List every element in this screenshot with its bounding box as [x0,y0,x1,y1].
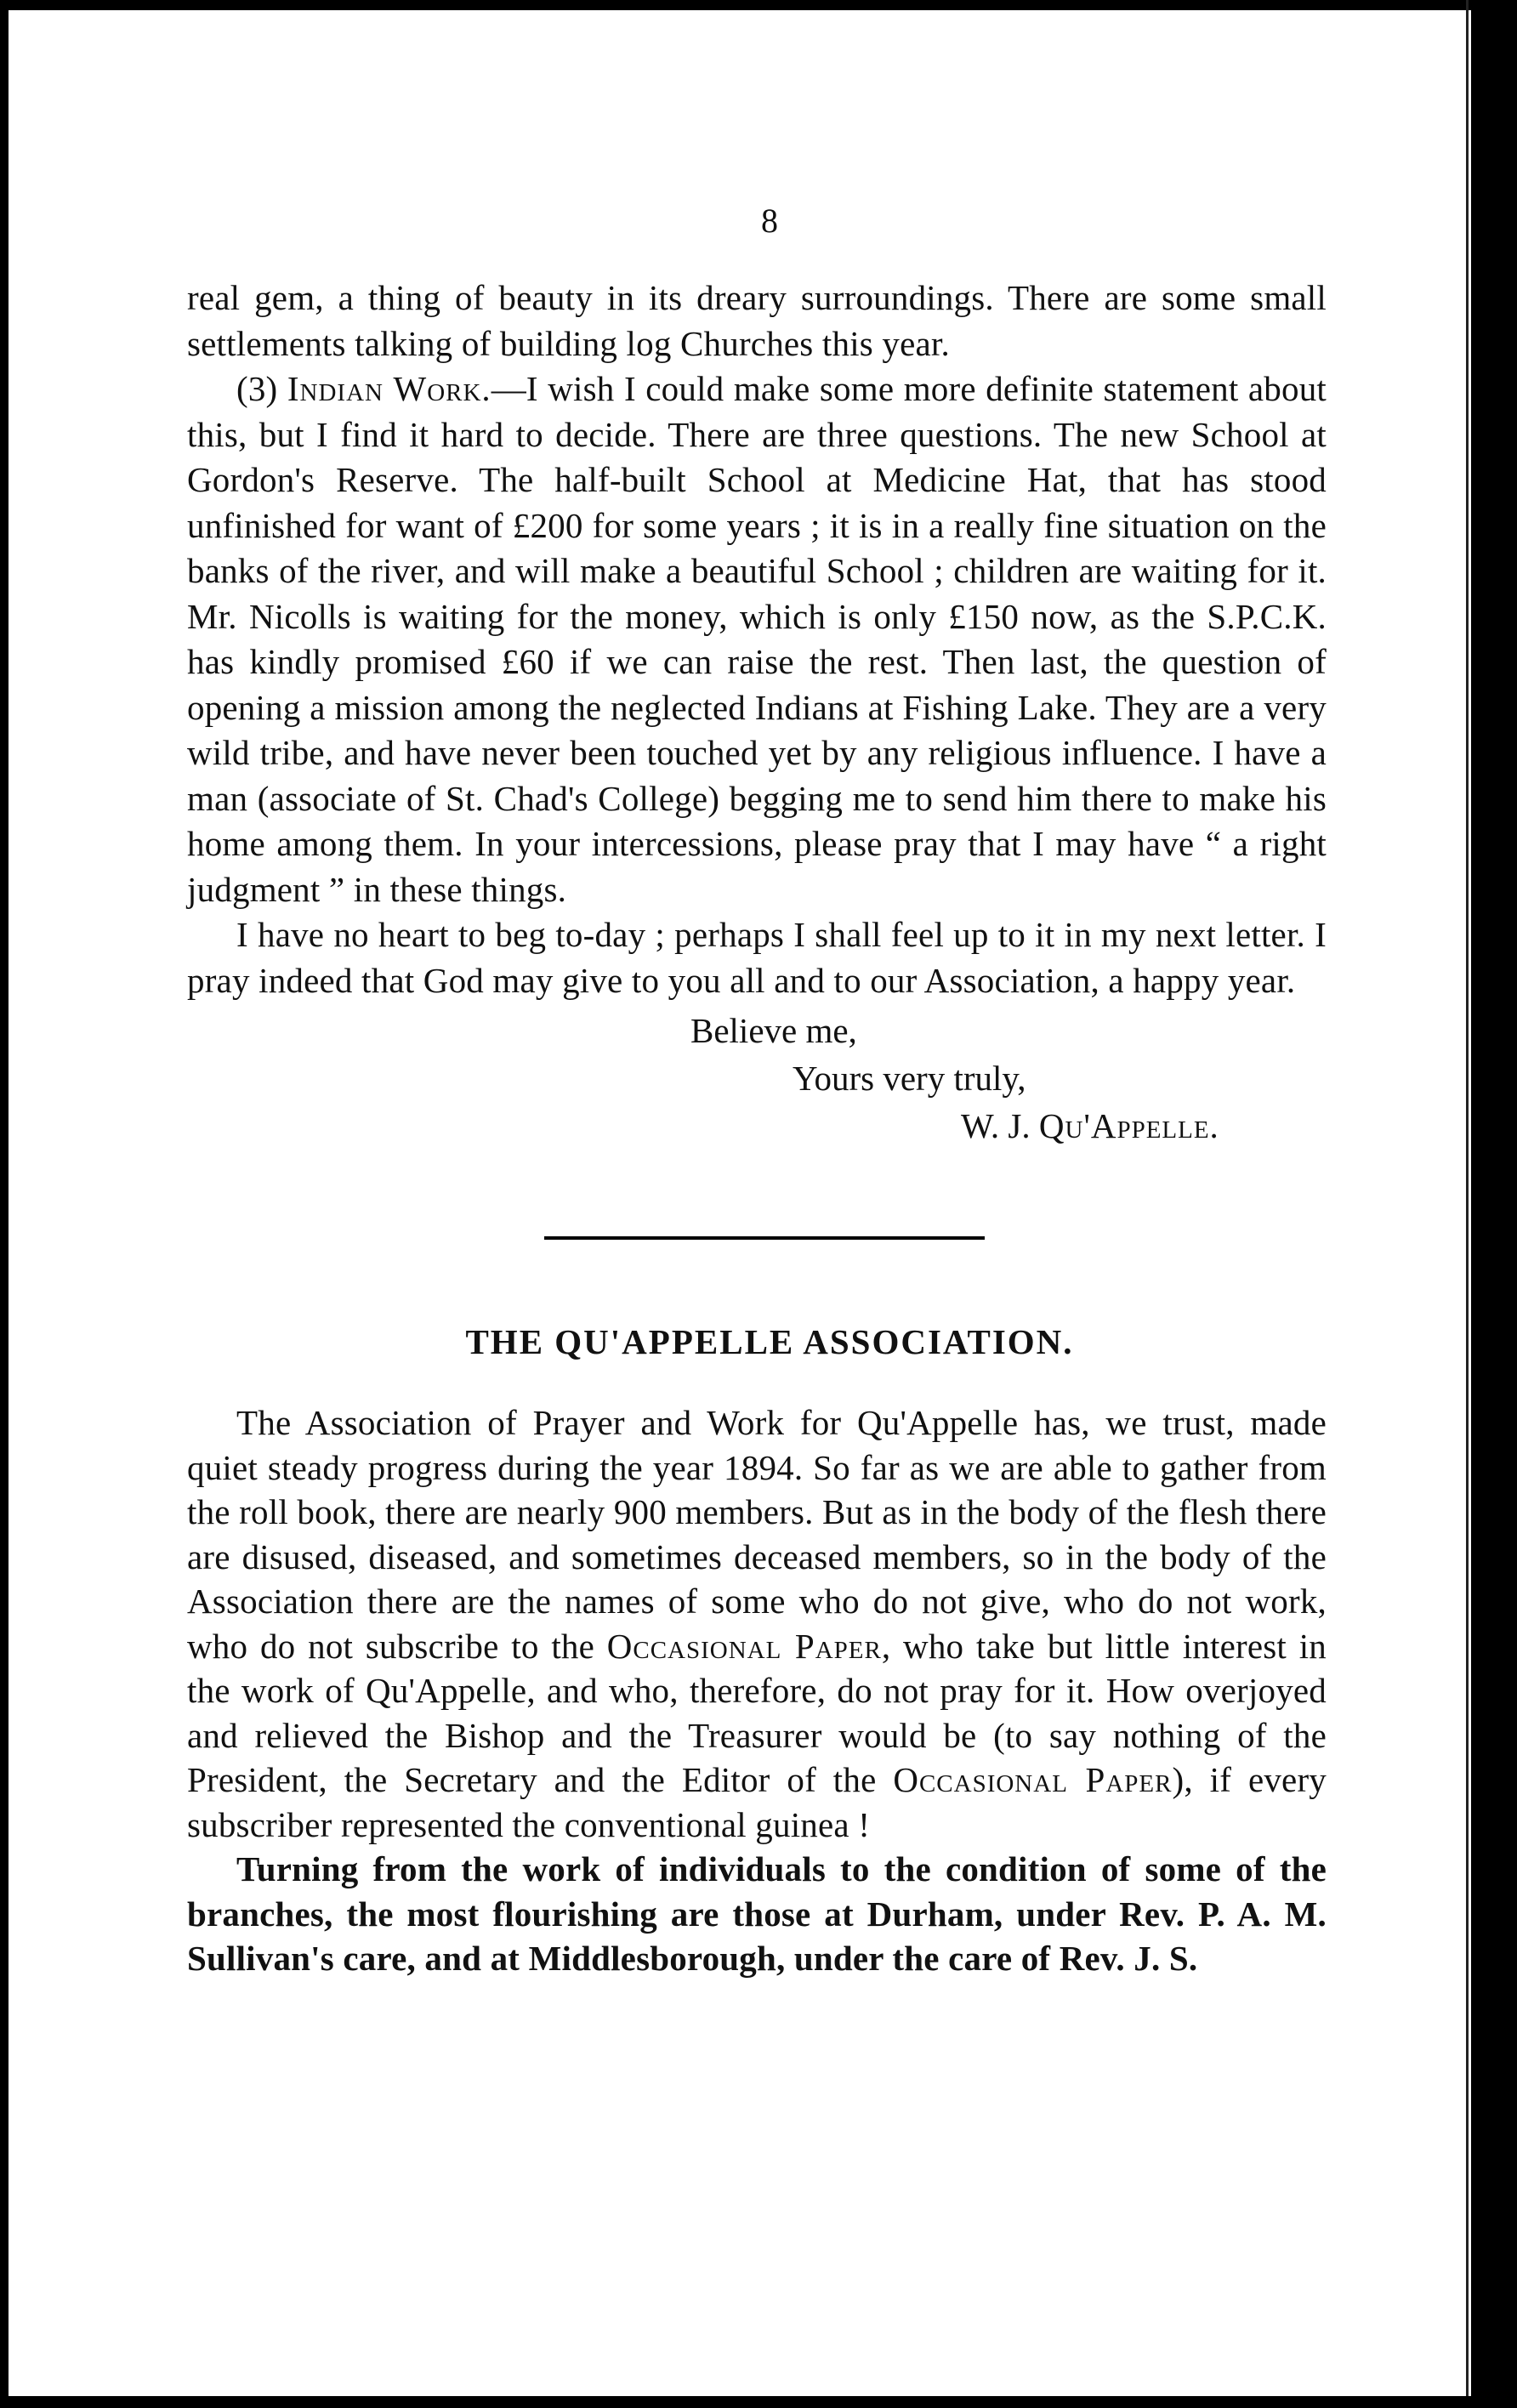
association-paragraph-1-text-b: , who take but little interest in the work of Qu'Appelle, and who, therefore, do not pray for it. How overjoyed and relieved the Bishop and the Treasurer would be (to say nothing of the President, the Secretary and the Editor of the [187,1626,1327,1800]
association-section [187,1400,1327,1981]
scan-border-right [1471,0,1517,2408]
indian-work-text: —I wish I could make some more definite statement about this, but I find it hard to decide. There are three questions. The new School at Gordon's Reserve. The half-built School at Medicine Hat, that has stood unfinished for want of £200 for some years ; it is in a really fine situation on the banks of the river, and will make a beautiful School ; children are waiting for it. Mr. Nicolls is waiting for the money, which is only £150 now, as the S.P.C.K. has kindly promised £60 if we can raise the rest. Then last, the question of opening a mission among the neglected Indians at Fishing Lake. They are a very wild tribe, and have never been touched yet by any religious influence. I have a man (associate of St. Chad's College) begging me to send him there to make his home among them. In your intercessions, please pray that I may have “ a right judgment ” in these things. [187,369,1327,909]
signature-initials: W. J. [961,1106,1039,1145]
indian-work-paragraph [187,366,1327,912]
letter-paragraph-continued: real gem, a thing of beauty in its dreary surroundings. There are some small settlements talking of building log Churches this year. [187,278,1327,363]
scan-border-top [0,0,1517,10]
signature-name: Qu'Appelle. [1038,1106,1219,1145]
association-paragraph-1-text-c: ), if every subscriber represented the conventional guinea ! [187,1760,1327,1844]
section-heading: THE QU'APPELLE ASSOCIATION. [465,1322,1074,1361]
scan-border-bottom [0,2396,1517,2408]
association-paragraph-1-text-a: The Association of Prayer and Work for Qu'Appelle has, we trust, made quiet steady progress during the year 1894. So far as we are able to gather from the roll book, there are nearly 900 members. But as in the body of the flesh there are disused, diseased, and sometimes deceased members, so in the body of the Association there are the names of some who do not give, who do not work, who do not subscribe to the [187,1403,1327,1666]
occasional-paper-title-1: Occasional Paper [606,1626,882,1666]
occasional-paper-title-2: Occasional Paper [893,1760,1173,1800]
section-divider [544,1236,985,1240]
page-number: 8 [761,202,778,240]
scan-border-left [0,0,9,2408]
letter-closing-paragraph: I have no heart to beg to-day ; perhaps I shall feel up to it in my next letter. I pray indeed that God may give to you all and to our Association, a happy year. [187,915,1327,1000]
letter-signoff [187,1007,1327,1150]
signoff-believe-me: Believe me, [690,1011,857,1050]
association-paragraph-1 [187,1400,1327,1847]
page-edge-line [1466,0,1469,2408]
indian-work-number: (3) [236,369,287,408]
association-paragraph-2: Turning from the work of individuals to the condition of some of the branches, the most flourishing are those at Durham, under Rev. P. A. M. Sullivan's care, and at Middlesborough, under the care of Rev. J. S. [187,1849,1327,1979]
signature [187,1102,1327,1150]
signoff-yours-truly: Yours very truly, [793,1059,1026,1098]
document-page [187,204,1327,1981]
indian-work-label: Indian Work. [287,369,491,408]
